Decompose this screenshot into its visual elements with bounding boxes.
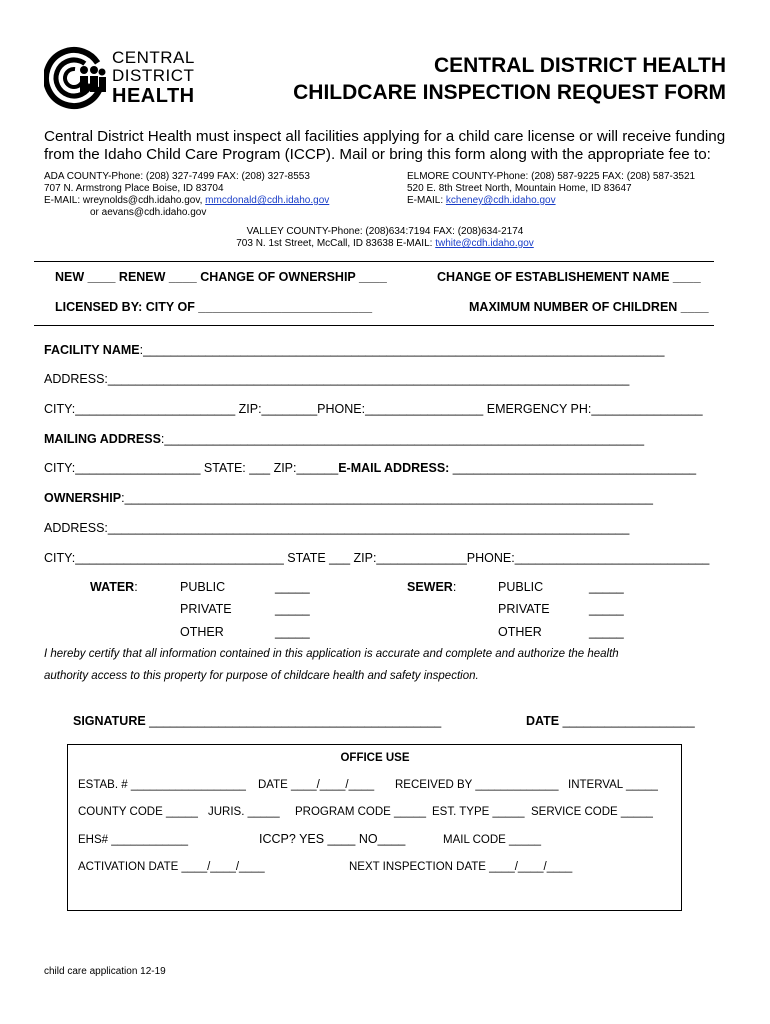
ada-email-alt: or aevans@cdh.idaho.gov [90,207,207,218]
mail-code-field[interactable]: MAIL CODE _____ [443,834,542,846]
sewer-other-blank[interactable]: _____ [589,625,624,639]
program-code-field[interactable]: PROGRAM CODE _____ [295,806,427,818]
owner-address-field[interactable]: ADDRESS:___________________________________________________________________________ [44,521,630,535]
received-by-field[interactable]: RECEIVED BY _____________ [395,779,559,791]
sewer-option-public: PUBLIC [498,580,544,594]
water-option-private: PRIVATE [180,602,232,616]
elmore-address: 520 E. 8th Street North, Mountain Home, ID 83647 [407,183,632,194]
mailing-city-blank: CITY:__________________ STATE: ___ ZIP:______ [44,461,339,475]
water-public-blank[interactable]: _____ [275,580,310,594]
office-use-heading: OFFICE USE [340,752,410,764]
change-name-field[interactable]: CHANGE OF ESTABLISHEMENT NAME ____ [437,270,701,284]
logo-text-district: DISTRICT [112,66,195,85]
signature-field[interactable] [73,714,441,728]
logo-text-health: HEALTH [112,85,195,107]
interval-field[interactable]: INTERVAL _____ [568,779,658,791]
date-field[interactable] [526,714,695,728]
ehs-field[interactable]: EHS# ____________ [78,834,188,846]
juris-field[interactable]: JURIS. _____ [208,806,280,818]
elmore-phone: ELMORE COUNTY-Phone: (208) 587-9225 FAX: (208) 587-3521 [407,171,696,182]
water-other-blank[interactable]: _____ [275,625,310,639]
cdh-logo-icon [44,46,110,110]
elmore-email [407,195,556,207]
intro-text: Central District Health must inspect all facilities applying for a child care license or will receive funding from the Idaho Child Care Program (ICCP). Mail or bring this form along with the appropriate fee to: [44,128,726,163]
ownership-blank: :____________________________________________________________________________ [121,491,653,505]
water-option-other: OTHER [180,625,224,639]
sewer-private-blank[interactable]: _____ [589,602,624,616]
email-address-blank: ___________________________________ [449,461,697,475]
water-label [90,580,138,594]
estab-field[interactable]: ESTAB. # __________________ [78,779,246,791]
iccp-field[interactable]: ICCP? YES ____ NO____ [259,832,406,846]
certify-line1: I hereby certify that all information contained in this application is accurate and complete and authorize the health [44,648,619,660]
service-code-field[interactable]: SERVICE CODE _____ [531,806,653,818]
city-zip-phone-field[interactable]: CITY:_______________________ ZIP:________PHONE:_________________ EMERGENCY PH:________________ [44,402,703,416]
form-title-line1: CENTRAL DISTRICT HEALTH [433,54,726,77]
mailing-address-field[interactable] [44,432,644,446]
ownership-field[interactable] [44,491,653,505]
facility-name-blank: :___________________________________________________________________________ [139,343,665,357]
footer-text: child care application 12-19 [44,966,166,977]
mailing-city-email-field[interactable] [44,461,696,475]
valley-phone: VALLEY COUNTY-Phone: (208)634:7194 FAX: (208)634-2174 [246,226,524,237]
next-inspection-date-field[interactable]: NEXT INSPECTION DATE ____/____/____ [349,861,573,873]
max-children-field[interactable]: MAXIMUM NUMBER OF CHILDREN ____ [469,300,709,314]
office-use-box [67,744,682,911]
logo-text-central: CENTRAL [112,48,195,67]
mailing-address-label: MAILING ADDRESS [44,432,161,446]
ada-email-link[interactable]: mmcdonald@cdh.idaho.gov [205,195,330,206]
form-title-line2: CHILDCARE INSPECTION REQUEST FORM [293,81,726,104]
licensed-by-field[interactable]: LICENSED BY: CITY OF _________________________ [55,300,373,314]
water-option-public: PUBLIC [180,580,226,594]
water-label-text: WATER [90,580,135,594]
owner-city-field[interactable]: CITY:______________________________ STATE ___ ZIP:_____________PHONE:____________________________ [44,551,710,565]
valley-address [0,238,770,250]
divider-bottom [34,325,714,326]
request-type-line[interactable]: NEW ____ RENEW ____ CHANGE OF OWNERSHIP ____ [55,270,387,284]
valley-email-link[interactable]: twhite@cdh.idaho.gov [435,238,534,249]
date-blank: ___________________ [559,714,695,728]
ada-email-prefix: E-MAIL: wreynolds@cdh.idaho.gov, [44,195,206,206]
sewer-public-blank[interactable]: _____ [589,580,624,594]
sewer-label-text: SEWER [407,580,453,594]
sewer-option-other: OTHER [498,625,542,639]
cdh-logo [44,44,194,110]
office-date-field[interactable]: DATE ____/____/____ [258,779,375,791]
elmore-email-link[interactable]: kcheney@cdh.idaho.gov [445,195,556,206]
facility-name-field[interactable] [44,343,664,357]
valley-address-prefix: 703 N. 1st Street, McCall, ID 83638 E-MAIL: [236,238,436,249]
divider-top [34,261,714,262]
email-address-label: E-MAIL ADDRESS: [338,461,450,475]
sewer-option-private: PRIVATE [498,602,550,616]
ada-phone: ADA COUNTY-Phone: (208) 327-7499 FAX: (208) 327-8553 [44,171,310,182]
water-private-blank[interactable]: _____ [275,602,310,616]
est-type-field[interactable]: EST. TYPE _____ [432,806,525,818]
elmore-email-prefix: E-MAIL: [407,195,446,206]
water-colon: : [134,580,138,594]
ownership-label: OWNERSHIP [44,491,122,505]
activation-date-field[interactable]: ACTIVATION DATE ____/____/____ [78,861,265,873]
sewer-label [407,580,456,594]
sewer-colon: : [452,580,457,594]
mailing-address-blank: :_____________________________________________________________________ [160,432,645,446]
facility-name-label: FACILITY NAME [44,343,140,357]
date-label: DATE [526,714,560,728]
certify-line2: authority access to this property for purpose of childcare health and safety inspection. [44,670,479,682]
county-code-field[interactable]: COUNTY CODE _____ [78,806,198,818]
signature-blank: __________________________________________ [145,714,442,728]
signature-label: SIGNATURE [73,714,146,728]
address-field[interactable]: ADDRESS:___________________________________________________________________________ [44,372,630,386]
ada-address: 707 N. Armstrong Place Boise, ID 83704 [44,183,224,194]
ada-email [44,195,329,207]
